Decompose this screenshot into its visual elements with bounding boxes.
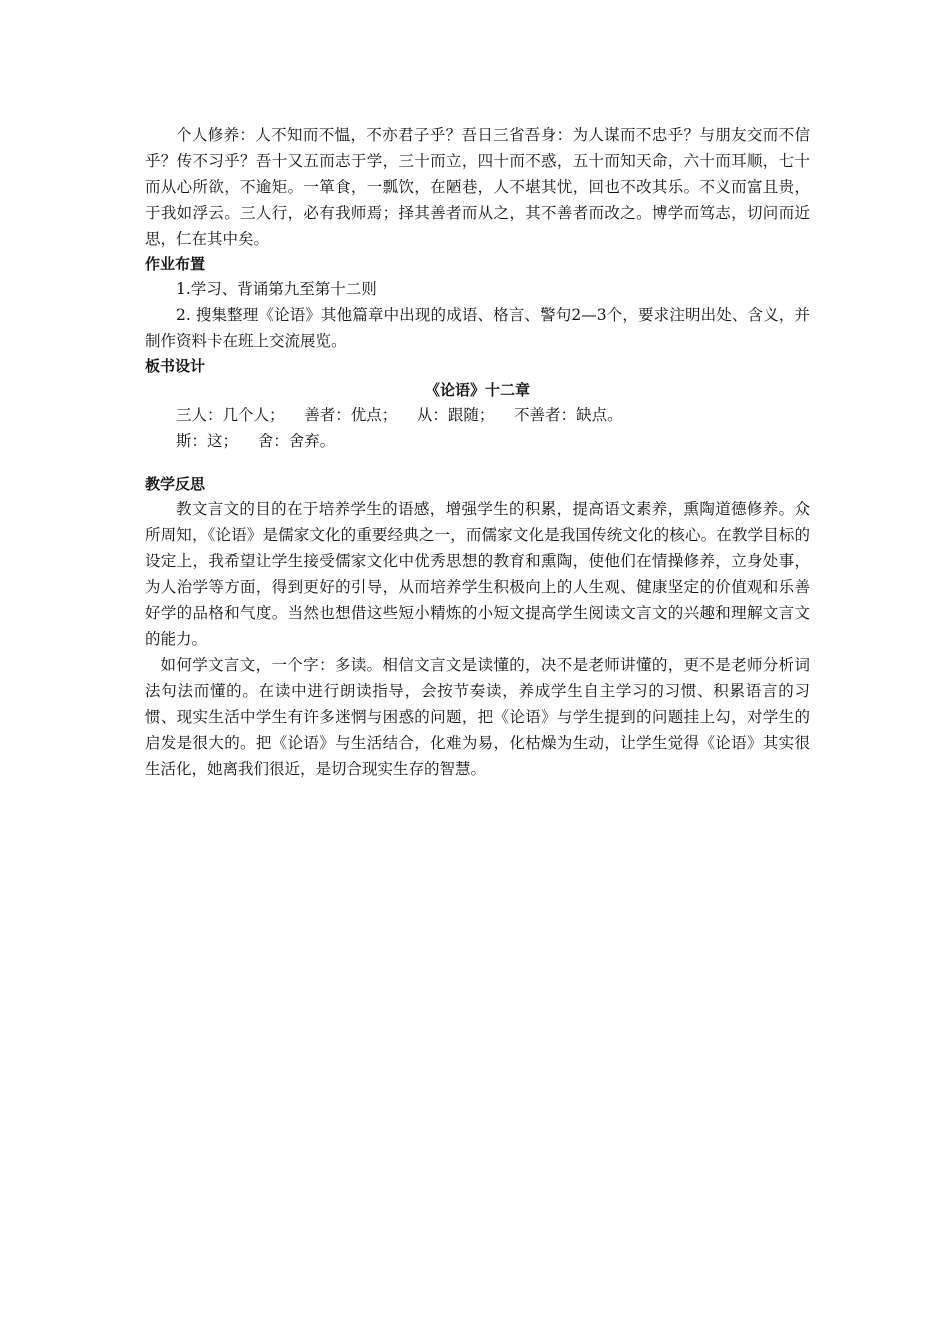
homework-heading: 作业布置 <box>145 255 206 273</box>
reflection-heading: 教学反思 <box>145 475 206 493</box>
board-heading: 板书设计 <box>145 357 206 375</box>
board-line-2: 斯：这； 舍：舍弃。 <box>176 432 336 450</box>
reflection-paragraph-1: 教文言文的目的在于培养学生的语感，增强学生的积累，提高语文素养，熏陶道德修养。众所周知，《论语》是儒家文化的重要经典之一，而儒家文化是我国传统文化的核心。在教学目标的设定上，我希望让学生接受儒家文化中优秀思想的教育和熏陶，使他们在情操修养，立身处事，为人治学等方面，得到更好的引导，从而培养学生积极向上的人生观、健康坚定的价值观和乐善好学的品格和气度。当然也想借这些短小精炼的小短文提高学生阅读文言文的兴趣和理解文言文的能力。 <box>145 500 810 648</box>
spacer <box>145 454 810 472</box>
homework-item-2: 2. 搜集整理《论语》其他篇章中出现的成语、格言、警句2—3个，要求注明出处、含义，并制作资料卡在班上交流展览。 <box>145 306 810 350</box>
homework-item-1: 1.学习、背诵第九至第十二则 <box>176 280 377 298</box>
board-title: 《论语》十二章 <box>424 381 530 399</box>
document-page <box>145 122 810 782</box>
intro-paragraph: 个人修养：人不知而不愠，不亦君子乎？吾日三省吾身：为人谋而不忠乎？与朋友交而不信乎？传不习乎？吾十又五而志于学，三十而立，四十而不惑，五十而知天命，六十而耳顺，七十而从心所欲，不逾矩。一箪食，一瓢饮，在陋巷，人不堪其忧，回也不改其乐。不义而富且贵，于我如浮云。三人行，必有我师焉；择其善者而从之，其不善者而改之。博学而笃志，切问而近思，仁在其中矣。 <box>145 126 810 248</box>
reflection-paragraph-2: 如何学文言文，一个字：多读。相信文言文是读懂的，决不是老师讲懂的，更不是老师分析词法句法而懂的。在读中进行朗读指导，会按节奏读，养成学生自主学习的习惯、积累语言的习惯、现实生活中学生有许多迷惘与困惑的问题，把《论语》与学生提到的问题挂上勾，对学生的启发是很大的。把《论语》与生活结合，化难为易，化枯燥为生动，让学生觉得《论语》其实很生活化，她离我们很近，是切合现实生存的智慧。 <box>145 656 810 778</box>
board-line-1: 三人：几个人； 善者：优点； 从：跟随； 不善者：缺点。 <box>176 406 623 424</box>
